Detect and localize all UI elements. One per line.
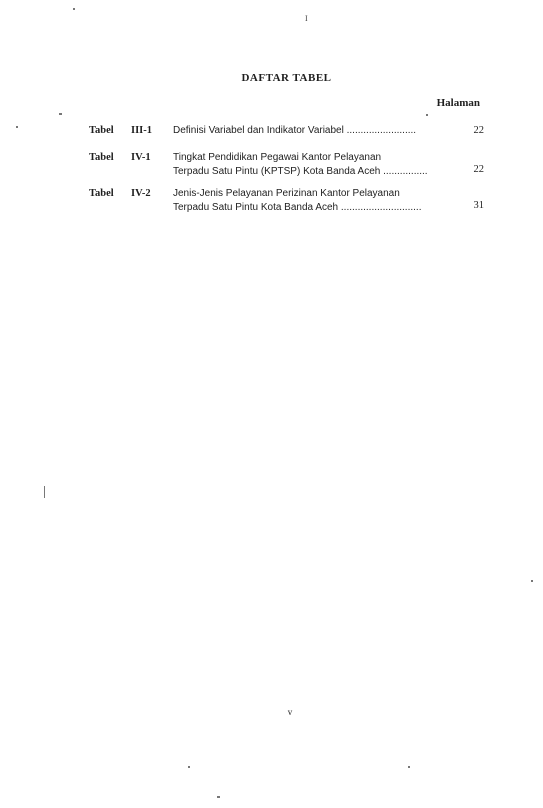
entry-page-number: 22 [473,164,484,175]
entry-description-line: Definisi Variabel dan Indikator Variabel ......................... [173,125,417,136]
entry-description-line: Terpadu Satu Pintu Kota Banda Aceh ............................. [173,202,422,213]
entry-description [173,187,433,215]
scan-speck [16,126,18,128]
scan-speck [73,8,75,10]
page-column-header: Halaman [436,97,480,109]
scan-speck [59,113,62,115]
page-marker-top: I [305,14,308,23]
entry-page-number: 22 [473,125,484,136]
scan-speck [408,766,410,768]
scan-speck [44,486,45,498]
entry-description-line: Jenis-Jenis Pelayanan Perizinan Kantor Pelayanan [173,188,400,199]
scan-speck [531,580,533,582]
footer-page-number: v [287,707,293,717]
table-list-entry [89,187,484,215]
table-list-entry [89,124,484,138]
entry-label: Tabel [89,188,114,199]
scan-speck [426,114,428,116]
entry-description [173,151,433,179]
entry-number: IV-2 [131,188,151,199]
entry-description-line: Terpadu Satu Pintu (KPTSP) Kota Banda Aceh ................ [173,166,428,177]
entry-number: IV-1 [131,152,151,163]
scan-speck [217,796,220,798]
entry-label: Tabel [89,125,114,136]
entry-page-number: 31 [473,200,484,211]
entry-description [173,124,433,138]
entry-label: Tabel [89,152,114,163]
page-title: DAFTAR TABEL [241,72,332,84]
entry-number: III-1 [131,125,153,136]
scan-speck [188,766,190,768]
table-list-entry [89,151,484,179]
entry-description-line: Tingkat Pendidikan Pegawai Kantor Pelayanan [173,152,382,163]
